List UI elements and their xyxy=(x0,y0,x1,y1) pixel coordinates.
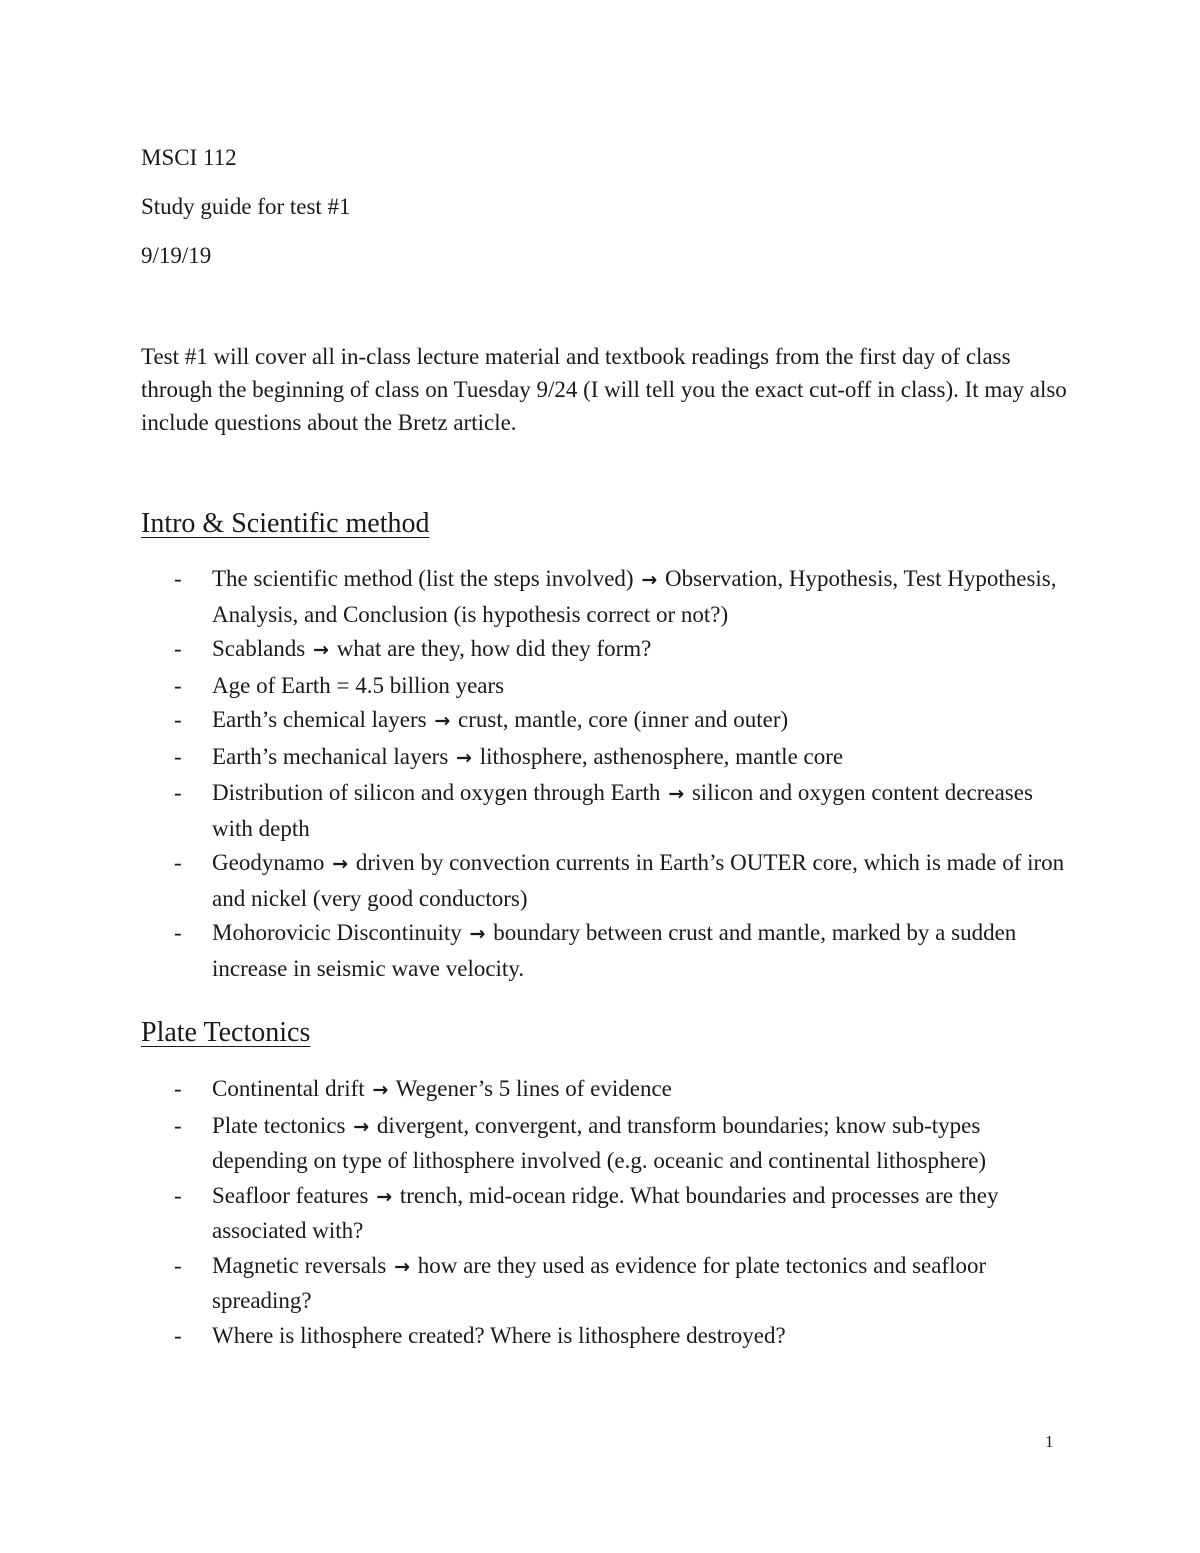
right-arrow-icon: → xyxy=(313,639,329,661)
document-subtitle: Study guide for test #1 xyxy=(141,194,351,219)
dash-bullet: - xyxy=(174,1182,182,1208)
dash-bullet: - xyxy=(174,566,182,591)
right-arrow-icon: → xyxy=(434,710,451,732)
dash-bullet: - xyxy=(174,850,182,875)
item-detail: boundary between crust and mantle, marked by a sudden increase in seismic wave velocity. xyxy=(212,920,1017,981)
list-item xyxy=(141,916,1071,985)
item-lead: Where is lithosphere created? Where is lithosphere destroyed? xyxy=(212,1322,786,1348)
item-detail: crust, mantle, core (inner and outer) xyxy=(458,707,789,732)
dash-bullet: - xyxy=(174,1252,182,1278)
list-item xyxy=(141,846,1071,915)
section-heading-intro: Intro & Scientific method xyxy=(141,508,430,539)
list-item xyxy=(141,1319,1071,1353)
course-code: MSCI 112 xyxy=(141,145,237,170)
dash-bullet: - xyxy=(174,780,182,805)
right-arrow-icon: → xyxy=(332,853,349,875)
item-detail: Observation, Hypothesis, Test Hypothesis, Analysis, and Conclusion (is hypothesis correct or not?) xyxy=(212,566,1057,627)
list-item xyxy=(141,1109,1071,1178)
list-item xyxy=(141,669,1071,703)
item-detail: silicon and oxygen content decreases with depth xyxy=(212,780,1033,841)
right-arrow-icon: → xyxy=(641,569,658,591)
dash-bullet: - xyxy=(174,743,182,769)
right-arrow-icon: → xyxy=(394,1255,411,1278)
dash-bullet: - xyxy=(174,920,182,945)
item-lead: Scablands xyxy=(212,636,306,661)
item-lead: Mohorovicic Discontinuity xyxy=(212,920,462,945)
right-arrow-icon: → xyxy=(372,1079,389,1101)
item-lead: Geodynamo xyxy=(212,850,325,875)
right-arrow-icon: → xyxy=(469,923,486,945)
dash-bullet: - xyxy=(174,1076,182,1101)
item-lead: Earth’s chemical layers xyxy=(212,707,427,732)
dash-bullet: - xyxy=(174,1112,182,1138)
item-detail: how are they used as evidence for plate tectonics and seafloor spreading? xyxy=(212,1252,987,1313)
dash-bullet: - xyxy=(174,636,182,661)
section-list-intro xyxy=(141,562,1071,986)
list-item xyxy=(141,1072,1071,1108)
item-detail: divergent, convergent, and transform boundaries; know sub-types depending on type of lithosphere involved (e.g. oceanic and continental lithosphere) xyxy=(212,1112,987,1173)
item-lead: Earth’s mechanical layers xyxy=(212,743,449,769)
document-date: 9/19/19 xyxy=(141,243,212,268)
right-arrow-icon: → xyxy=(456,746,472,769)
item-detail: driven by convection currents in Earth’s OUTER core, which is made of iron and nickel (very good conductors) xyxy=(212,850,1065,911)
list-item xyxy=(141,632,1071,668)
item-lead: Plate tectonics xyxy=(212,1112,346,1138)
section-list-plate-tectonics xyxy=(141,1072,1071,1353)
list-item xyxy=(141,740,1071,776)
item-lead: Seafloor features xyxy=(212,1182,369,1208)
item-lead: Magnetic reversals xyxy=(212,1252,387,1278)
page-number: 1 xyxy=(1045,1432,1054,1451)
list-item xyxy=(141,703,1071,739)
section-heading-plate-tectonics: Plate Tectonics xyxy=(141,1017,311,1048)
right-arrow-icon: → xyxy=(668,783,685,805)
intro-paragraph: Test #1 will cover all in-class lecture material and textbook readings from the first day of class through the beginning of class on Tuesday 9/24 (I will tell you the exact cut-off in class). It may also include questions about the Bretz article. xyxy=(141,344,1067,435)
right-arrow-icon: → xyxy=(376,1185,393,1208)
list-item xyxy=(141,1249,1071,1318)
item-detail: lithosphere, asthenosphere, mantle core xyxy=(479,743,844,769)
right-arrow-icon: → xyxy=(353,1115,370,1138)
item-detail: Wegener’s 5 lines of evidence xyxy=(395,1076,672,1101)
list-item xyxy=(141,562,1071,631)
dash-bullet: - xyxy=(174,672,182,698)
item-detail: trench, mid-ocean ridge. What boundaries and processes are they associated with? xyxy=(212,1182,999,1243)
dash-bullet: - xyxy=(174,1322,182,1348)
item-lead: Continental drift xyxy=(212,1076,365,1101)
list-item xyxy=(141,1179,1071,1248)
item-lead: The scientific method (list the steps involved) xyxy=(212,566,634,591)
list-item xyxy=(141,776,1071,845)
item-detail: what are they, how did they form? xyxy=(336,636,652,661)
dash-bullet: - xyxy=(174,707,182,732)
item-lead: Age of Earth = 4.5 billion years xyxy=(212,672,505,698)
item-lead: Distribution of silicon and oxygen through Earth xyxy=(212,780,661,805)
